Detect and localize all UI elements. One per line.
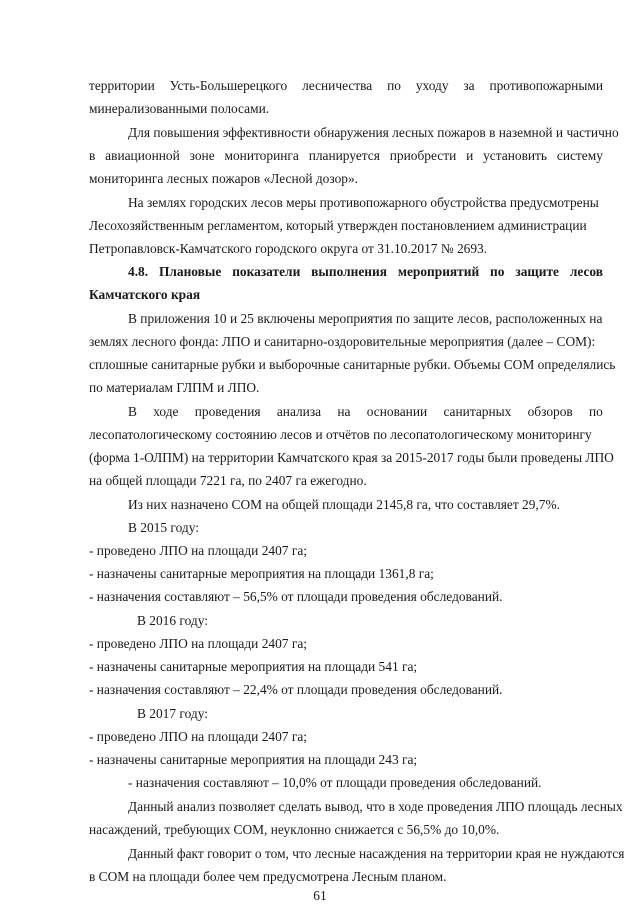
text-line: мониторинга лесных пожаров «Лесной дозор». <box>89 171 359 186</box>
word: В <box>128 404 137 419</box>
paragraph-first-line <box>128 404 603 420</box>
text-line: (форма 1-ОЛПМ) на территории Камчатского края за 2015-2017 годы были проведены ЛПО <box>89 450 614 465</box>
list-item: - назначены санитарные мероприятия на площади 243 га; <box>89 752 418 767</box>
word: мониторинга <box>224 148 299 163</box>
word: по <box>387 78 401 93</box>
word: выполнения <box>311 264 387 279</box>
word: планируется <box>308 148 380 163</box>
word: ходе <box>153 404 179 419</box>
paragraph-first-line: Данный анализ позволяет сделать вывод, что в ходе проведения ЛПО площадь лесных <box>128 799 623 814</box>
text-line: сплошные санитарные рубки и выборочные санитарные рубки. Объемы СОМ определялись <box>89 357 616 372</box>
text-line <box>89 148 603 164</box>
word: анализа <box>276 404 322 419</box>
word: за <box>463 78 475 93</box>
word: на <box>337 404 351 419</box>
word: по <box>490 264 505 279</box>
section-heading <box>128 264 603 280</box>
word: проведения <box>194 404 261 419</box>
word: обзоров <box>527 404 573 419</box>
text-line <box>89 78 603 94</box>
section-number: 4.8. <box>128 264 149 279</box>
text-line: минерализованными полосами. <box>89 101 270 116</box>
word: Усть-Большерецкого <box>169 78 288 93</box>
text-line: на общей площади 7221 га, по 2407 га ежегодно. <box>89 473 367 488</box>
word: авиационной <box>105 148 180 163</box>
word: противопожарными <box>489 78 603 93</box>
year-subheading: В 2016 году: <box>137 613 208 628</box>
paragraph-first-line: Из них назначено СОМ на общей площади 2145,8 га, что составляет 29,7%. <box>128 497 560 512</box>
text-line: землях лесного фонда: ЛПО и санитарно-оздоровительные мероприятия (далее – СОМ): <box>89 334 596 349</box>
list-item: - назначения составляют – 56,5% от площади проведения обследований. <box>89 589 503 604</box>
text-line: в СОМ на площади более чем предусмотрена Лесным планом. <box>89 869 447 884</box>
list-item: - назначены санитарные мероприятия на площади 1361,8 га; <box>89 566 434 581</box>
word: в <box>89 148 96 163</box>
word: санитарных <box>443 404 512 419</box>
word: мероприятий <box>397 264 480 279</box>
word: Плановые <box>158 264 222 279</box>
list-item: - назначения составляют – 10,0% от площади проведения обследований. <box>128 775 542 790</box>
list-item: - проведено ЛПО на площади 2407 га; <box>89 543 307 558</box>
page-number: 61 <box>313 888 327 903</box>
word: лесничества <box>302 78 373 93</box>
text-line: Петропавловск-Камчатского городского округа от 31.10.2017 № 2693. <box>89 241 488 256</box>
text-line: лесопатологическому состоянию лесов и отчётов по лесопатологическому мониторингу <box>89 427 592 442</box>
word: уходу <box>415 78 449 93</box>
text-line: по материалам ГЛПМ и ЛПО. <box>89 380 260 395</box>
text-line: Лесохозяйственным регламентом, который утвержден постановлением администрации <box>89 218 587 233</box>
list-item: - проведено ЛПО на площади 2407 га; <box>89 636 307 651</box>
list-item: - назначения составляют – 22,4% от площади проведения обследований. <box>89 682 503 697</box>
paragraph-first-line: Данный факт говорит о том, что лесные насаждения на территории края не нуждаются <box>128 846 625 861</box>
word: систему <box>556 148 603 163</box>
word: защите <box>515 264 559 279</box>
paragraph-first-line: На землях городских лесов меры противопожарного обустройства предусмотрены <box>128 195 599 210</box>
word: установить <box>483 148 548 163</box>
word: территории <box>89 78 155 93</box>
word: по <box>589 404 603 419</box>
list-item: - назначены санитарные мероприятия на площади 541 га; <box>89 659 418 674</box>
year-subheading: В 2017 году: <box>137 706 208 721</box>
word: приобрести <box>389 148 457 163</box>
section-heading-continuation: Камчатского края <box>89 287 201 302</box>
word: лесов <box>569 264 603 279</box>
word: основании <box>366 404 428 419</box>
list-item: - проведено ЛПО на площади 2407 га; <box>89 729 307 744</box>
year-subheading: В 2015 году: <box>128 520 199 535</box>
word: зоне <box>189 148 215 163</box>
paragraph-first-line: В приложения 10 и 25 включены мероприятия по защите лесов, расположенных на <box>128 311 603 326</box>
word: и <box>466 148 474 163</box>
word: показатели <box>232 264 301 279</box>
paragraph-first-line: Для повышения эффективности обнаружения лесных пожаров в наземной и частично <box>128 125 619 140</box>
text-line: насаждений, требующих СОМ, неуклонно снижается с 56,5% до 10,0%. <box>89 822 500 837</box>
